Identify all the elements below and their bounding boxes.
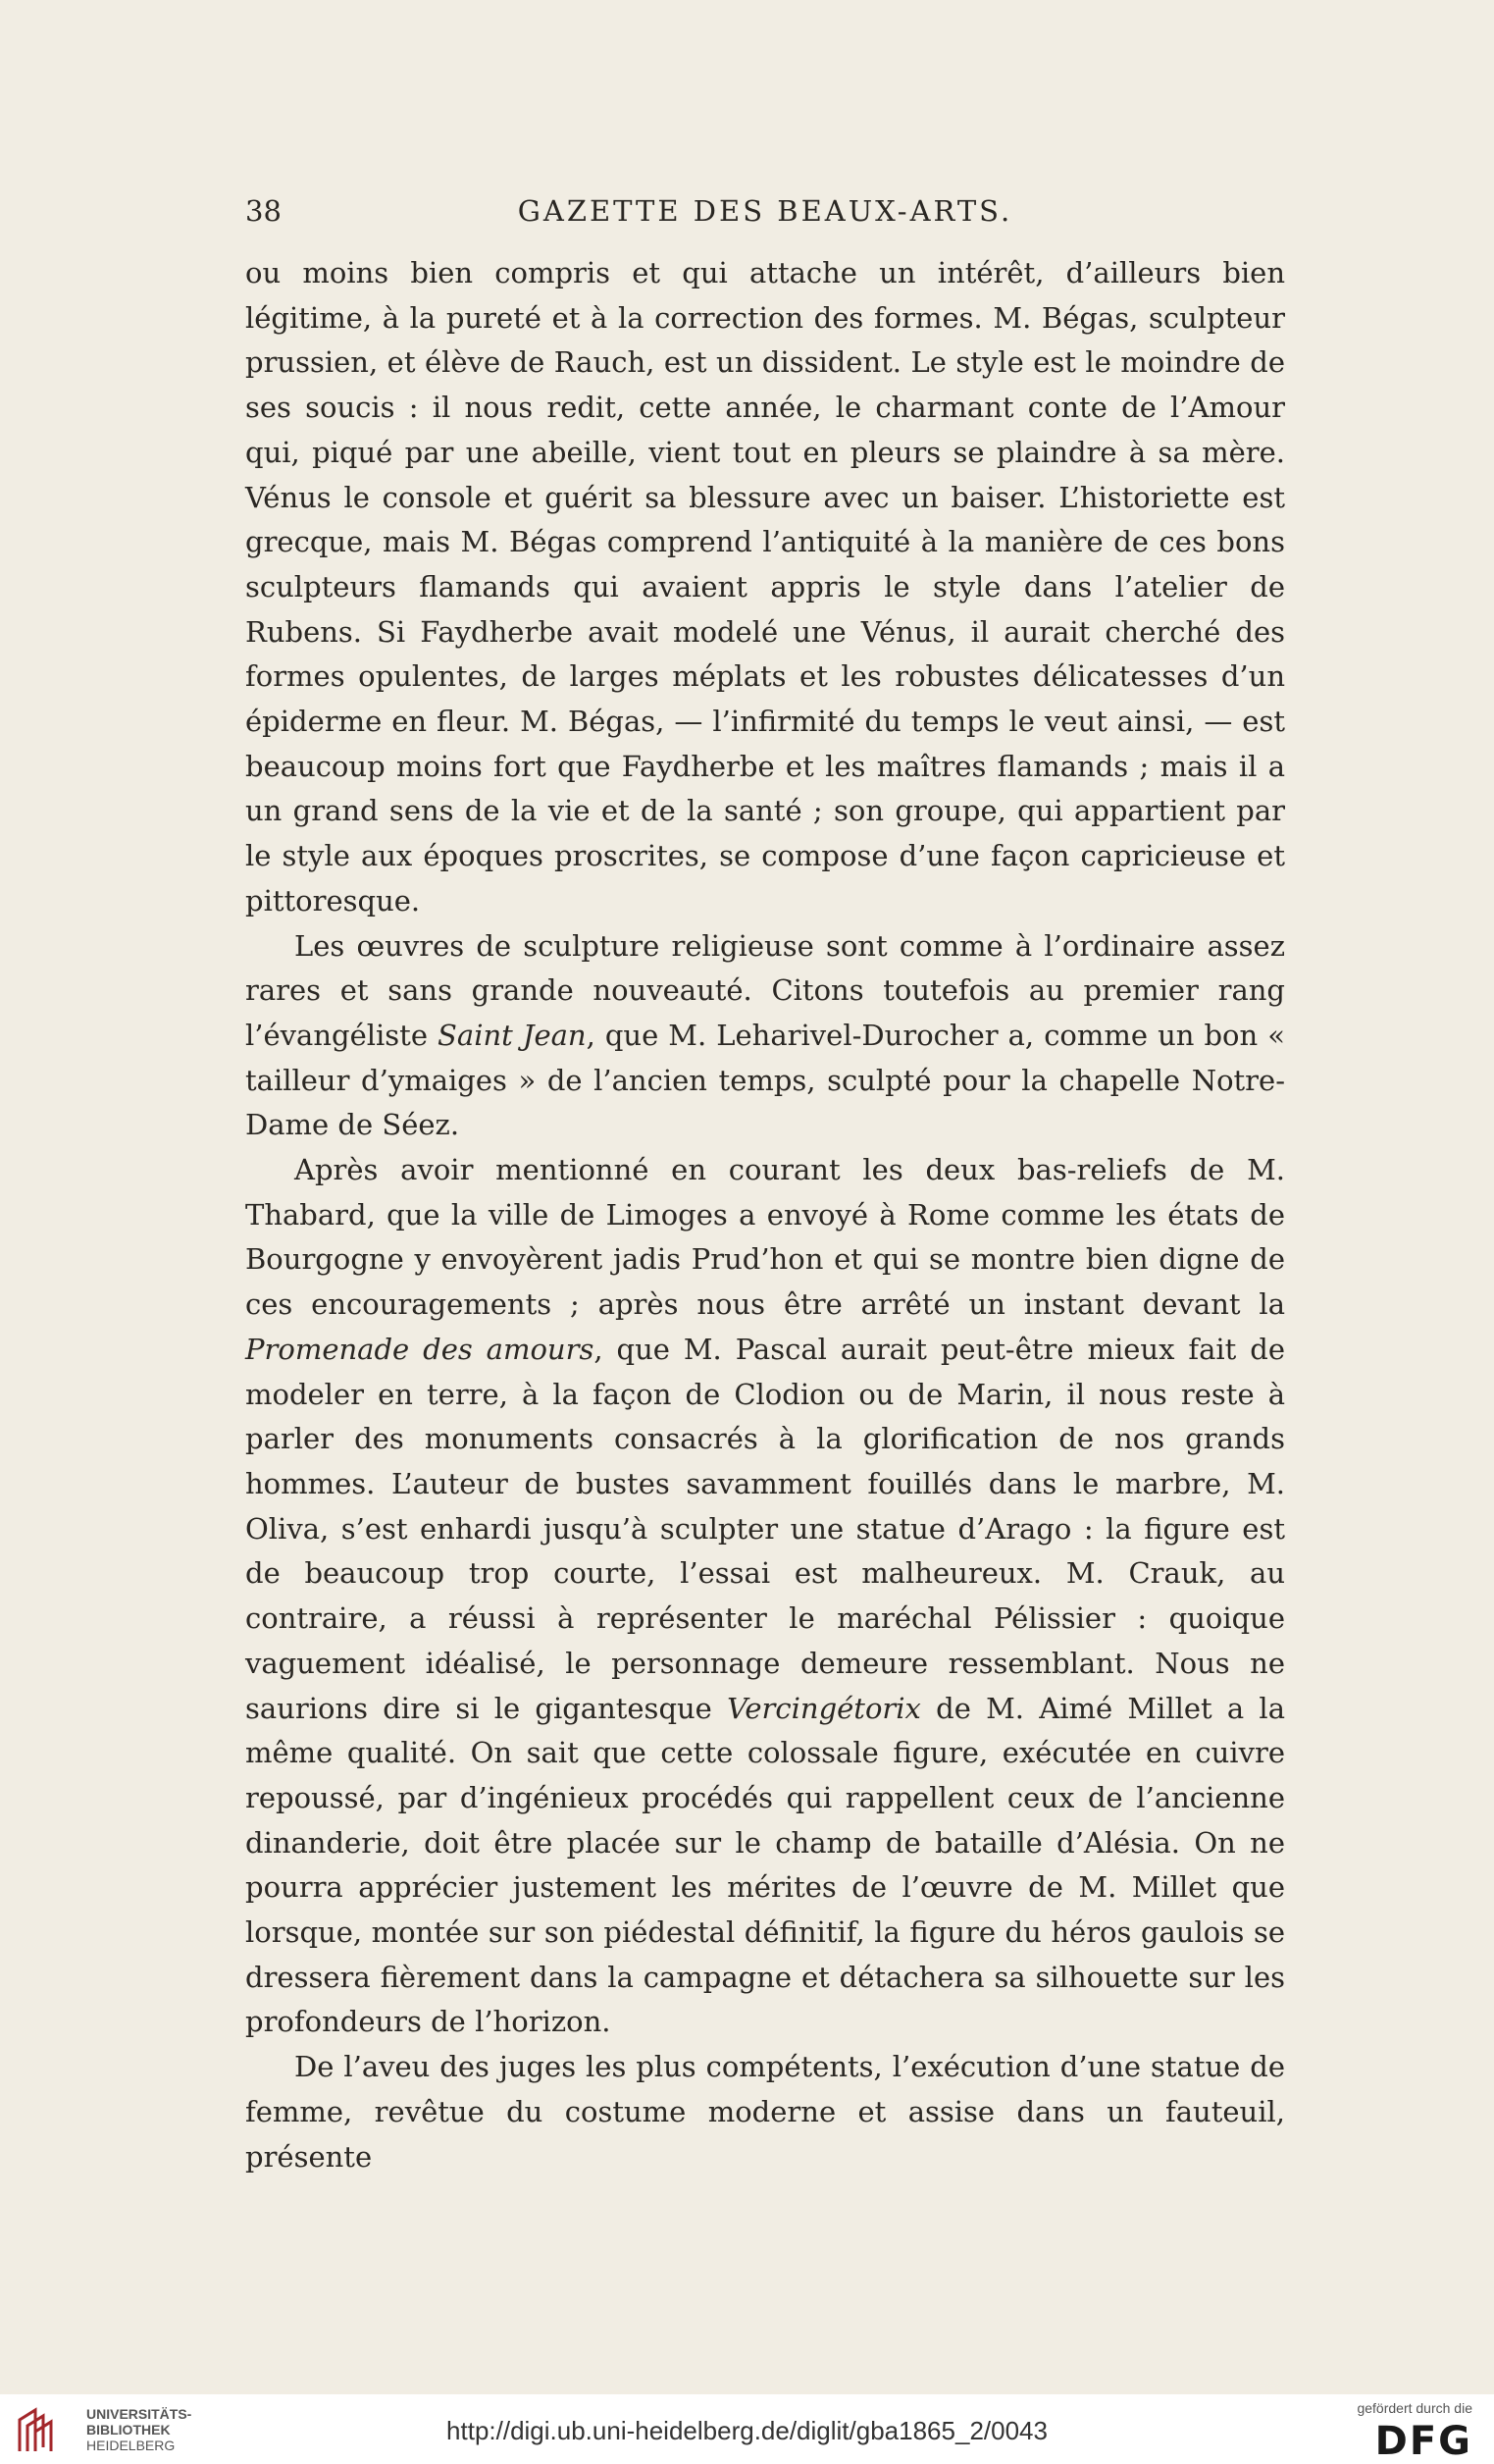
paragraph-3-text-a: Après avoir mentionné en courant les deux bas-reliefs de M. Thabard, que la ville de Limoges a envoyé à Rome comme les états de Bourgogne y envoyèrent jadis Prud’hon et qui se montre bien digne de ces encouragements ; après nous être arrêté un instant devant la <box>245 1153 1285 1322</box>
paragraph-2-text-b: , que M. Leharivel-Durocher a, comme un bon « tailleur d’ymaiges » de l’ancien temps, sculpté pour la chapelle Notre-Dame de Séez. <box>245 1018 1285 1142</box>
page-number: 38 <box>245 194 282 228</box>
paragraph-2-text-a: Les œuvres de sculpture religieuse sont comme à l’ordinaire assez rares et sans grande nouveauté. Citons toutefois au premier rang l’évangéliste <box>245 928 1285 1052</box>
library-name-line-2: BIBLIOTHEK <box>86 2422 171 2438</box>
library-name-line-3: HEIDELBERG <box>86 2438 176 2453</box>
funder-block <box>1325 2400 1472 2464</box>
paragraph-3-text-c: de M. Aimé Millet a la même qualité. On sait que cette colossale figure, exécutée en cuivre repoussé, par d’ingénieux procédés qui rappellent ceux de l’ancienne dinanderie, doit être placée sur le champ de bataille d’Alésia. On ne pourra apprécier justement les mérites de l’œuvre de M. Millet que lorsque, montée sur son piédestal définitif, la figure du héros gaulois se dressera fièrement dans la campagne et détachera sa silhouette sur les profondeurs de l’horizon. <box>245 1691 1285 2039</box>
italic-title-promenade: Promenade des amours <box>245 1332 594 1366</box>
paragraph-4: De l’aveu des juges les plus compétents, l’exécution d’une statue de femme, revêtue du costume moderne et assise dans un fauteuil, présente <box>245 2050 1285 2174</box>
dfg-logo: DFG <box>1374 2419 1472 2464</box>
digital-copy-link[interactable]: http://digi.ub.uni-heidelberg.de/diglit/gba1865_2/0043 <box>446 2416 1048 2445</box>
page-header <box>245 194 1285 234</box>
running-title: GAZETTE DES BEAUX-ARTS. <box>517 194 1013 228</box>
paragraph-2 <box>245 924 1285 1149</box>
italic-title-saint-jean: Saint Jean <box>438 1018 587 1052</box>
paragraph-3-text-b: , que M. Pascal aurait peut-être mieux fait de modeler en terre, à la façon de Clodion ou de Marin, il nous reste à parler des monuments consacrés à la glorification de nos grands hommes. L’auteur de bustes savamment fouillés dans le marbre, M. Oliva, s’est enhardi jusqu’à sculpter une statue d’Arago : la figure est de beaucoup trop courte, l’essai est malheureux. M. Crauk, au contraire, a réussi à représenter le maréchal Pélissier : quoique vaguement idéalisé, le personnage demeure ressemblant. Nous ne saurions dire si le gigantesque <box>245 1332 1286 1725</box>
body-text <box>245 251 1285 2179</box>
footer-bar <box>0 2394 1494 2464</box>
funder-caption: gefördert durch die <box>1357 2400 1472 2416</box>
paragraph-3 <box>245 1148 1285 2045</box>
paragraph-1: ou moins bien compris et qui attache un intérêt, d’ailleurs bien légitime, à la pureté et à la correction des formes. M. Bégas, sculpteur prussien, et élève de Rauch, est un dissident. Le style est le moindre de ses soucis : il nous redit, cette année, le charmant conte de l’Amour qui, piqué par une abeille, vient tout en pleurs se plaindre à sa mère. Vénus le console et guérit sa blessure avec un baiser. L’historiette est grecque, mais M. Bégas comprend l’antiquité à la manière de ces bons sculpteurs flamands qui avaient appris le style dans l’atelier de Rubens. Si Faydherbe avait modelé une Vénus, il aurait cherché des formes opulentes, de larges méplats et les robustes délicatesses d’un épiderme en fleur. M. Bégas, — l’infirmité du temps le veut ainsi, — est beaucoup moins fort que Faydherbe et les maîtres flamands ; mais il a un grand sens de la vie et de la santé ; son groupe, qui appartient par le style aux époques proscrites, se compose d’une façon capricieuse et pittoresque. <box>245 256 1285 917</box>
library-name-line-1: UNIVERSITÄTS- <box>86 2406 192 2422</box>
italic-title-vercingetorix: Vercingétorix <box>727 1691 921 1725</box>
